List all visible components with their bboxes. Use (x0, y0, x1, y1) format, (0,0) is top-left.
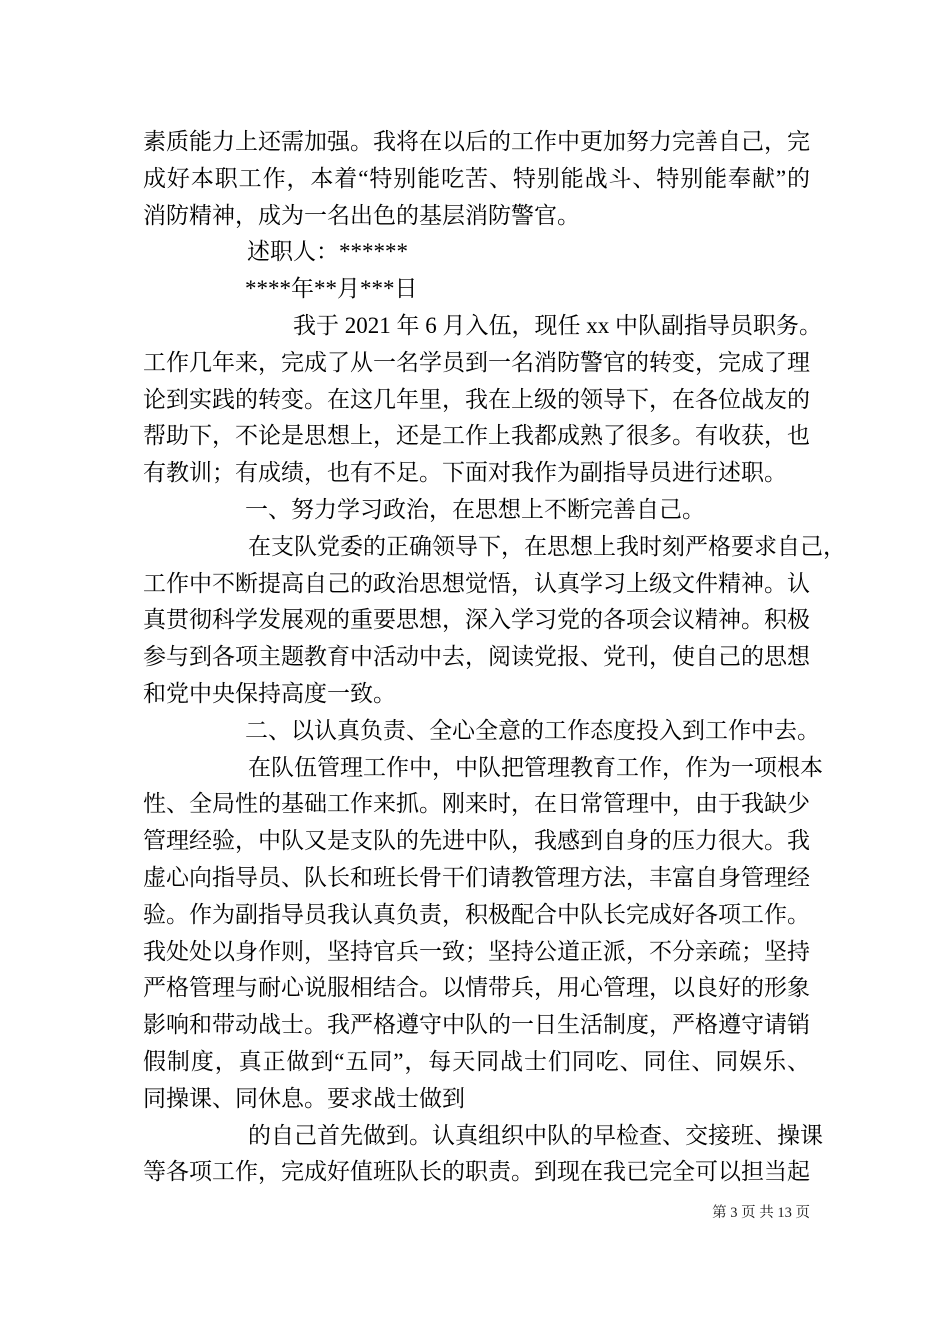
text-line: 等各项工作，完成好值班队长的职责。到现在我已完全可以担当起 (143, 1159, 810, 1185)
text-line: 真贯彻科学发展观的重要思想，深入学习党的各项会议精神。积极 (143, 607, 810, 633)
text-line: 我处处以身作则，坚持官兵一致；坚持公道正派，不分亲疏；坚持 (143, 938, 810, 964)
text-line: 虚心向指导员、队长和班长骨干们请教管理方法，丰富自身管理经 (143, 864, 810, 890)
text-line: ****年**月***日 (245, 276, 418, 302)
text-line: 在支队党委的正确领导下，在思想上我时刻严格要求自己， (248, 533, 846, 559)
text-line: 二、以认真负责、全心全意的工作态度投入到工作中去。 (245, 717, 820, 743)
text-line: 影响和带动战士。我严格遵守中队的一日生活制度，严格遵守请销 (143, 1012, 810, 1038)
text-line: 验。作为副指导员我认真负责，积极配合中队长完成好各项工作。 (143, 901, 810, 927)
text-line: 严格管理与耐心说服相结合。以情带兵，用心管理，以良好的形象 (143, 975, 810, 1001)
page-number-footer: 第 3 页 共 13 页 (712, 1205, 810, 1221)
text-line: 参与到各项主题教育中活动中去，阅读党报、党刊，使自己的思想 (143, 644, 810, 670)
text-line: 消防精神，成为一名出色的基层消防警官。 (143, 202, 580, 228)
text-line: 有教训；有成绩，也有不足。下面对我作为副指导员进行述职。 (143, 460, 787, 486)
text-line: 素质能力上还需加强。我将在以后的工作中更加努力完善自己，完 (143, 129, 810, 154)
text-line: 的自己首先做到。认真组织中队的早检查、交接班、操课 (248, 1122, 823, 1148)
document-body (143, 124, 846, 1191)
text-line: 在队伍管理工作中，中队把管理教育工作，作为一项根本 (248, 754, 823, 780)
text-line: 帮助下，不论是思想上，还是工作上我都成熟了很多。有收获，也 (143, 423, 810, 449)
text-line: 述职人：****** (247, 239, 408, 265)
text-line: 同操课、同休息。要求战士做到 (143, 1085, 465, 1111)
text-line: 一、努力学习政治，在思想上不断完善自己。 (245, 496, 705, 522)
text-line: 工作中不断提高自己的政治思想觉悟，认真学习上级文件精神。认 (143, 570, 810, 596)
text-line: 性、全局性的基础工作来抓。刚来时，在日常管理中，由于我缺少 (143, 791, 810, 817)
text-line: 工作几年来，完成了从一名学员到一名消防警官的转变，完成了理 (143, 349, 810, 375)
text-line: 我于 2021 年 6 月入伍，现任 xx 中队副指导员职务。 (293, 312, 822, 338)
text-line: 管理经验，中队又是支队的先进中队，我感到自身的压力很大。我 (143, 828, 810, 854)
text-line: 和党中央保持高度一致。 (143, 680, 396, 706)
text-line: 论到实践的转变。在这几年里，我在上级的领导下，在各位战友的 (143, 386, 810, 412)
text-line: 假制度，真正做到“五同”，每天同战士们同吃、同住、同娱乐、 (143, 1048, 810, 1074)
text-line: 成好本职工作，本着“特别能吃苦、特别能战斗、特别能奉献”的 (143, 165, 810, 191)
